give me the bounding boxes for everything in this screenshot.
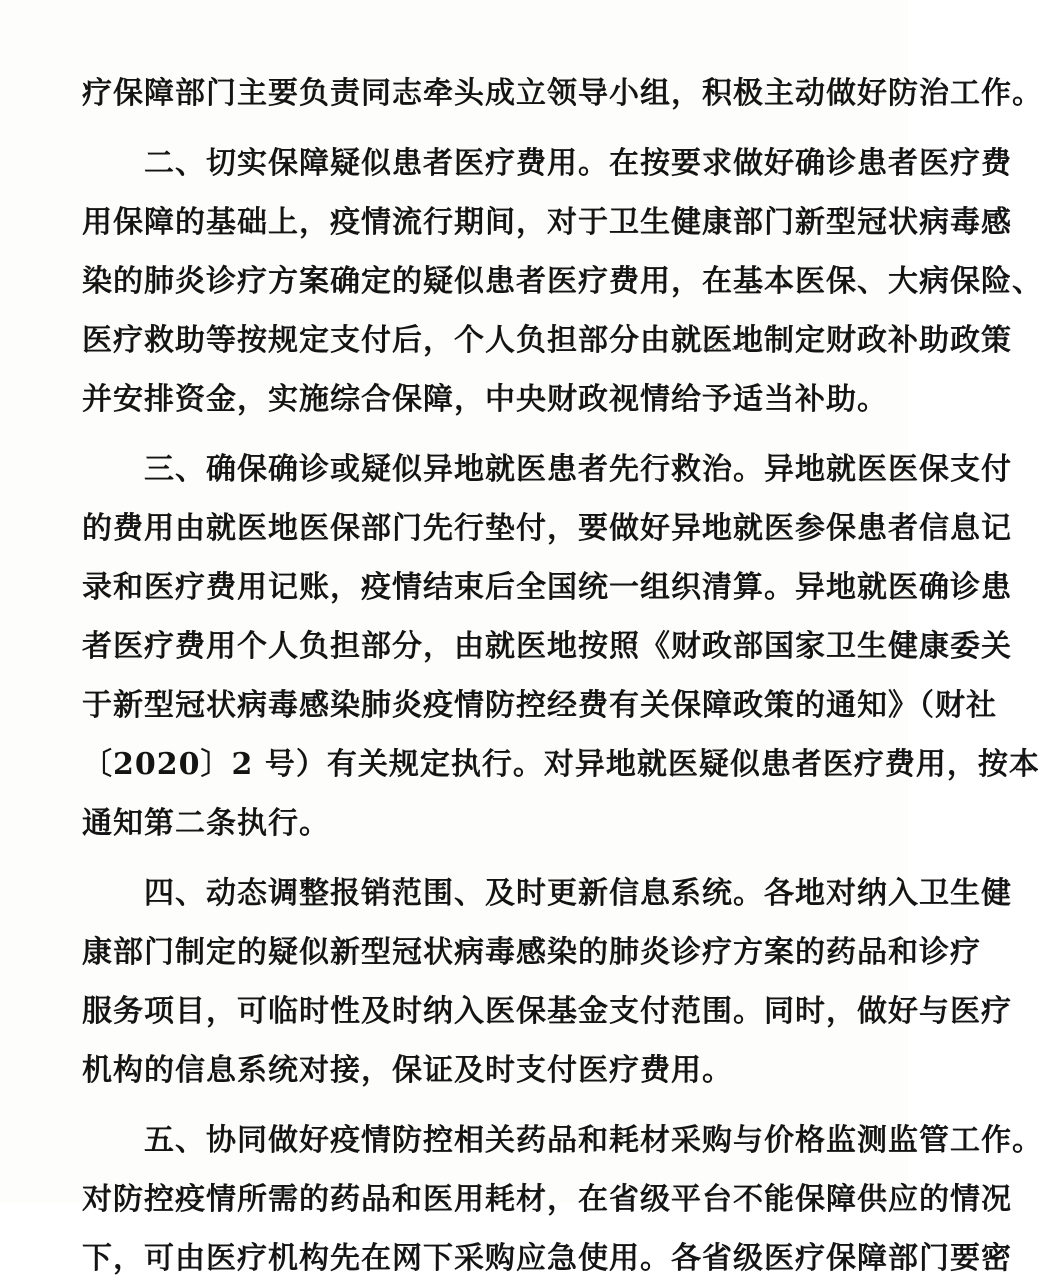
text-line: 用保障的基础上，疫情流行期间，对于卫生健康部门新型冠状病毒感 [82, 205, 1012, 240]
text-line: 染的肺炎诊疗方案确定的疑似患者医疗费用，在基本医保、大病保险、 [82, 264, 1043, 299]
document-body [82, 64, 1043, 1288]
section-4-heading: 四、动态调整报销范围、及时更新信息系统。各地对纳入卫生健 [144, 876, 1012, 911]
text-line: 对防控疫情所需的药品和医用耗材，在省级平台不能保障供应的情况 [82, 1182, 1012, 1217]
text-line: 〔2020〕2 号）有关规定执行。对异地就医疑似患者医疗费用，按本 [82, 747, 1040, 782]
text-line: 医疗救助等按规定支付后，个人负担部分由就医地制定财政补助政策 [82, 323, 1012, 358]
text-line: 通知第二条执行。 [82, 806, 330, 841]
text-line: 机构的信息系统对接，保证及时支付医疗费用。 [82, 1053, 733, 1088]
section-2-heading: 二、切实保障疑似患者医疗费用。在按要求做好确诊患者医疗费 [144, 146, 1012, 181]
text-line: 康部门制定的疑似新型冠状病毒感染的肺炎诊疗方案的药品和诊疗 [82, 935, 981, 970]
section-3-heading: 三、确保确诊或疑似异地就医患者先行救治。异地就医医保支付 [144, 452, 1012, 487]
text-line: 并安排资金，实施综合保障，中央财政视情给予适当补助。 [82, 382, 888, 417]
text-line: 于新型冠状病毒感染肺炎疫情防控经费有关保障政策的通知》（财社 [82, 688, 997, 723]
text-line: 录和医疗费用记账，疫情结束后全国统一组织清算。异地就医确诊患 [82, 570, 1012, 605]
text-line: 疗保障部门主要负责同志牵头成立领导小组，积极主动做好防治工作。 [82, 76, 1043, 111]
scan-artifact [700, 348, 750, 356]
text-line: 下，可由医疗机构先在网下采购应急使用。各省级医疗保障部门要密 [82, 1241, 1012, 1276]
text-line: 的费用由就医地医保部门先行垫付，要做好异地就医参保患者信息记 [82, 511, 1012, 546]
text-line: 服务项目，可临时性及时纳入医保基金支付范围。同时，做好与医疗 [82, 994, 1012, 1029]
text-line: 者医疗费用个人负担部分，由就医地按照《财政部国家卫生健康委关 [82, 629, 1012, 664]
section-5-heading: 五、协同做好疫情防控相关药品和耗材采购与价格监测监管工作。 [144, 1123, 1043, 1158]
